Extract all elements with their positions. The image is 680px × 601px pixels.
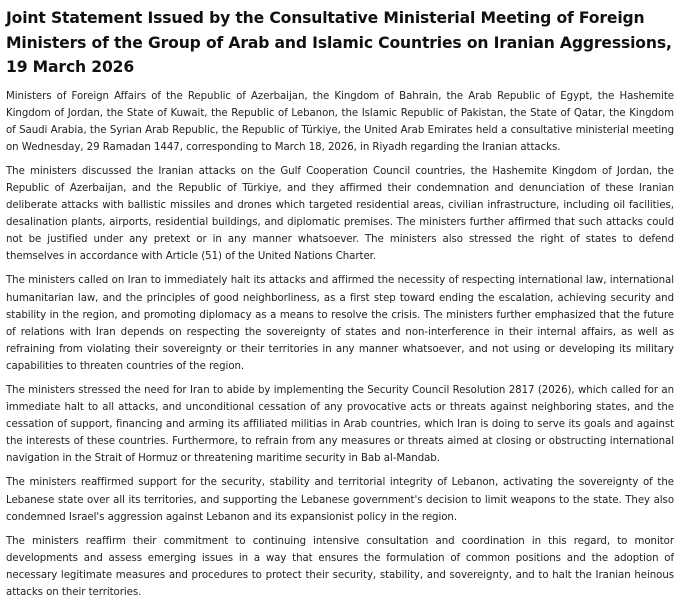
paragraph-lebanon: The ministers reaffirmed support for the security, stability and territorial integrity of Lebanon, activating the sovereignty of the Lebanese state over all its territories, and supporting the Lebanese government's decision to limit weapons to the state. They also condemned Israel's aggression against Lebanon and its expansionist policy in the region. bbox=[6, 477, 674, 523]
statement-title: Joint Statement Issued by the Consultative Ministerial Meeting of Foreign Ministers of the Group of Arab and Islamic Countries on Iranian Aggressions, 19 March 2026 bbox=[6, 9, 672, 76]
paragraph-commitment: The ministers reaffirm their commitment to continuing intensive consultation and coordination in this regard, to monitor developments and assess emerging issues in a way that ensures the formulation of common positions and the adoption of necessary legitimate measures and procedures to protect their security, stability, and sovereignty, and to halt the Iranian heinous attacks on their territories. bbox=[6, 535, 674, 599]
paragraph-participants: Ministers of Foreign Affairs of the Republic of Azerbaijan, the Kingdom of Bahrain, the Arab Republic of Egypt, the Hashemite Kingdom of Jordan, the State of Kuwait, the Republic of Lebanon, the Islamic Republic of Pakistan, the State of Qatar, the Kingdom of Saudi Arabia, the Syrian Arab Republic, the Republic of Türkiye, the United Arab Emirates held a consultative ministerial meeting on Wednesday, 29 Ramadan 1447, corresponding to March 18, 2026, in Riyadh regarding the Iranian attacks. bbox=[6, 90, 674, 153]
paragraph-security-council: The ministers stressed the need for Iran to abide by implementing the Security Council Resolution 2817 (2026), which called for an immediate halt to all attacks, and unconditional cessation of any provocative acts or threats against neighboring states, and the cessation of support, financing and arming its affiliated militias in Arab countries, which Iran is doing to serve its goals and against the interests of these countries. Furthermore, to refrain from any measures or threats aimed at closing or obstructing international navigation in the Strait of Hormuz or threatening maritime security in Bab al-Mandab. bbox=[6, 385, 674, 465]
paragraph-call-to-halt: The ministers called on Iran to immediately halt its attacks and affirmed the necessity of respecting international law, international humanitarian law, and the principles of good neighborliness, as a first step toward ending the escalation, achieving security and stability in the region, and promoting diplomacy as a means to resolve the crisis. The ministers further emphasized that the future of relations with Iran depends on respecting the sovereignty of states and non-interference in their internal affairs, as well as refraining from violating their sovereignty or their territories in any manner whatsoever, and not using or developing its military capabilities to threaten countries of the region. bbox=[6, 275, 674, 372]
paragraph-condemnation: The ministers discussed the Iranian attacks on the Gulf Cooperation Council countries, the Hashemite Kingdom of Jordan, the Republic of Azerbaijan, and the Republic of Türkiye, and they affirmed their condemnation and denunciation of these Iranian deliberate attacks with ballistic missiles and drones which targeted residential areas, civilian infrastructure, including oil facilities, desalination plants, airports, residential buildings, and diplomatic premises. The ministers further affirmed that such attacks could not be justified under any pretext or in any manner whatsoever. The ministers also stressed the right of states to defend themselves in accordance with Article (51) of the United Nations Charter. bbox=[6, 165, 674, 263]
